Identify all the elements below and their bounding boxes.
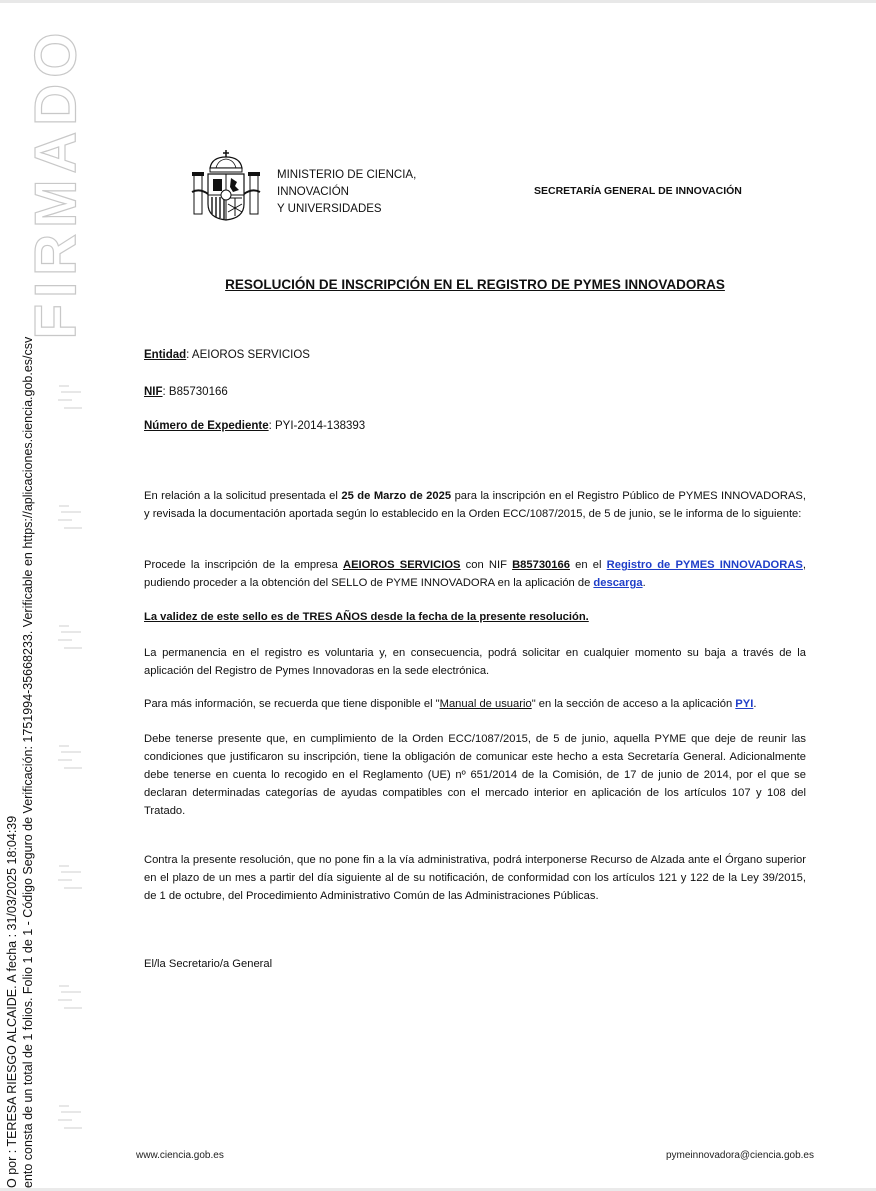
text: Procede la inscripción de la empresa (144, 559, 343, 571)
coat-of-arms-icon (190, 148, 262, 222)
ministry-line: MINISTERIO DE CIENCIA, (277, 169, 417, 181)
firmado-stamp-text: FIRMADO (23, 26, 89, 340)
text: para la inscripción en el Registro Público de PYMES INNOVADORAS, y revisada la documentación aportada según lo establecido en la Orden ECC/1087/2015, de 5 de junio, se le informa de lo siguiente: (144, 490, 807, 520)
paragraph-permanencia: La permanencia en el registro es voluntaria y, en consecuencia, podrá solicitar en cualquier momento su baja a través de la aplicación del Registro de Pymes Innovadoras en la sede electrónica. (144, 647, 806, 677)
signature-line: O por : TERESA RIESGO ALCAIDE. A fecha : 31/03/2025 18:04:39 (5, 815, 19, 1188)
company-nif: B85730166 (512, 559, 570, 571)
field-value: : AEIOROS SERVICIOS (186, 349, 310, 361)
ministry-line: Y UNIVERSIDADES (277, 203, 382, 215)
manual-link[interactable]: Manual de usuario (439, 698, 532, 710)
paragraph-obligaciones: Debe tenerse presente que, en cumplimiento de la Orden ECC/1087/2015, de 5 de junio, aquella PYME que deje de reunir las condiciones que justificaron su inscripción, tiene la obligación de comunicar este hecho a esta Secretaría General. Adicionalmente debe tenerse en cuenta lo recogido en el Reglamento (UE) nº 651/2014 de la Comisión, de 17 de junio de 2014, por el que se declaran determinadas categorías de ayudas compatibles con el mercado interior en aplicación de los artículos 107 y 108 del Tratado. (144, 733, 806, 817)
ministry-name (277, 167, 416, 218)
watermark-icon (56, 498, 86, 538)
paragraph-recurso: Contra la presente resolución, que no pone fin a la vía administrativa, podrá interponerse Recurso de Alzada ante el Órgano superior en el plazo de un mes a partir del día siguiente al de su notificación, de conformidad con los artículos 121 y 122 de la Ley 39/2015, de 1 de octubre, del Procedimiento Administrativo Común de las Administraciones Públicas. (144, 854, 806, 902)
watermark-icon (56, 858, 86, 898)
field-label: NIF (144, 386, 163, 398)
field-nif (144, 386, 228, 398)
ministry-line: INNOVACIÓN (277, 186, 349, 198)
paragraph-mas-informacion (144, 695, 806, 713)
field-label: Entidad (144, 349, 187, 361)
text: . (753, 698, 757, 710)
text: Para más información, se recuerda que tiene disponible el " (144, 698, 440, 710)
paragraph-solicitud (144, 487, 806, 523)
watermark-icon (56, 738, 86, 778)
download-link[interactable]: descarga (593, 577, 643, 589)
request-date: 25 de Marzo de 2025 (341, 490, 452, 502)
watermark-icon (56, 378, 86, 418)
field-value: : B85730166 (162, 386, 228, 398)
field-label: Número de Expediente (144, 420, 269, 432)
top-edge (0, 0, 876, 3)
watermark-icon (56, 618, 86, 658)
field-value: : PYI-2014-138393 (268, 420, 366, 432)
field-expediente (144, 420, 365, 432)
field-entidad (144, 349, 310, 361)
pyi-link[interactable]: PYI (735, 698, 754, 710)
text: , pudiendo proceder a la obtención del SELLO de PYME INNOVADORA en la aplicación de (144, 559, 806, 589)
paragraph-inscripcion (144, 556, 806, 592)
verification-line: ento consta de un total de 1 folios. Folio 1 de 1 - Código Seguro de Verificación: 1751994-35668233. Verificable en https://aplicaciones.ciencia.gob.es/csv (21, 336, 35, 1188)
document-title: RESOLUCIÓN DE INSCRIPCIÓN EN EL REGISTRO DE PYMES INNOVADORAS (225, 277, 725, 292)
footer-website[interactable]: www.ciencia.gob.es (136, 1150, 224, 1161)
registry-link[interactable]: Registro de PYMES INNOVADORAS (606, 559, 803, 571)
secretaria-name: SECRETARÍA GENERAL DE INNOVACIÓN (534, 185, 742, 197)
watermark-icon (56, 1098, 86, 1138)
watermark-icon (56, 978, 86, 1018)
text: en el (569, 559, 607, 571)
text: con NIF (460, 559, 513, 571)
company-name: AEIOROS SERVICIOS (342, 559, 461, 571)
validity-notice (144, 608, 806, 626)
text: " en la sección de acceso a la aplicación (531, 698, 736, 710)
signature-title: El/la Secretario/a General (144, 958, 273, 970)
validity-text: La validez de este sello es de TRES AÑOS desde la fecha de la presente resolución. (144, 611, 589, 623)
footer-email[interactable]: pymeinnovadora@ciencia.gob.es (665, 1150, 814, 1161)
firmado-stamp (23, 23, 89, 343)
text: . (642, 577, 646, 589)
text: En relación a la solicitud presentada el (144, 490, 342, 502)
